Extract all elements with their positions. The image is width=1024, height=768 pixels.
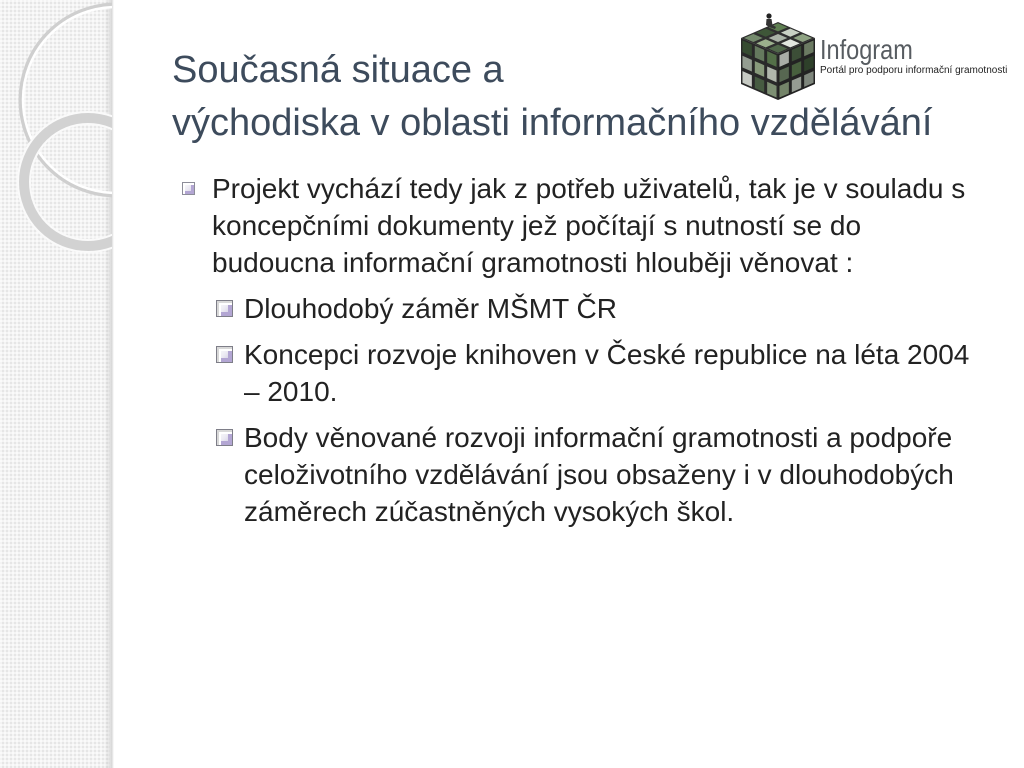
square-bullet-icon	[216, 429, 233, 446]
logo-tagline: Portál pro podporu informační gramotnosti	[820, 65, 1008, 76]
sub-bullet-text: Body věnované rozvoji informační gramotnosti a podpoře celoživotního vzdělávání jsou obsaženy i v dlouhodobých záměrech zúčastněných vysokých škol.	[244, 422, 954, 527]
bullet-text: Projekt vychází tedy jak z potřeb uživatelů, tak je v souladu s koncepčními dokumenty jež počítají s nutností se do budoucna informační gramotnosti hlouběji věnovat :	[212, 173, 966, 278]
sub-bullet-item	[182, 419, 984, 530]
decorative-circle-upper-shadow	[21, 5, 112, 195]
decorative-circles	[0, 0, 112, 290]
title-line-1: Současná situace a	[172, 49, 504, 91]
logo-cube-icon	[738, 12, 818, 102]
decorative-circle-upper	[23, 7, 112, 193]
infogram-logo	[738, 12, 1018, 104]
sub-bullet-item	[182, 336, 984, 410]
sub-bullet-item	[182, 290, 984, 327]
square-bullet-icon	[216, 300, 233, 317]
sub-bullet-text: Koncepci rozvoje knihoven v České republice na léta 2004 – 2010.	[244, 339, 970, 407]
bullet-item	[182, 170, 984, 281]
sub-bullet-text: Dlouhodobý záměr MŠMT ČR	[244, 293, 617, 324]
square-bullet-icon	[182, 182, 195, 195]
square-bullet-icon	[216, 346, 233, 363]
logo-name: Infogram	[820, 34, 913, 65]
slide-body	[182, 170, 984, 530]
title-line-2: východiska v oblasti informačního vzdělávání	[172, 102, 933, 144]
